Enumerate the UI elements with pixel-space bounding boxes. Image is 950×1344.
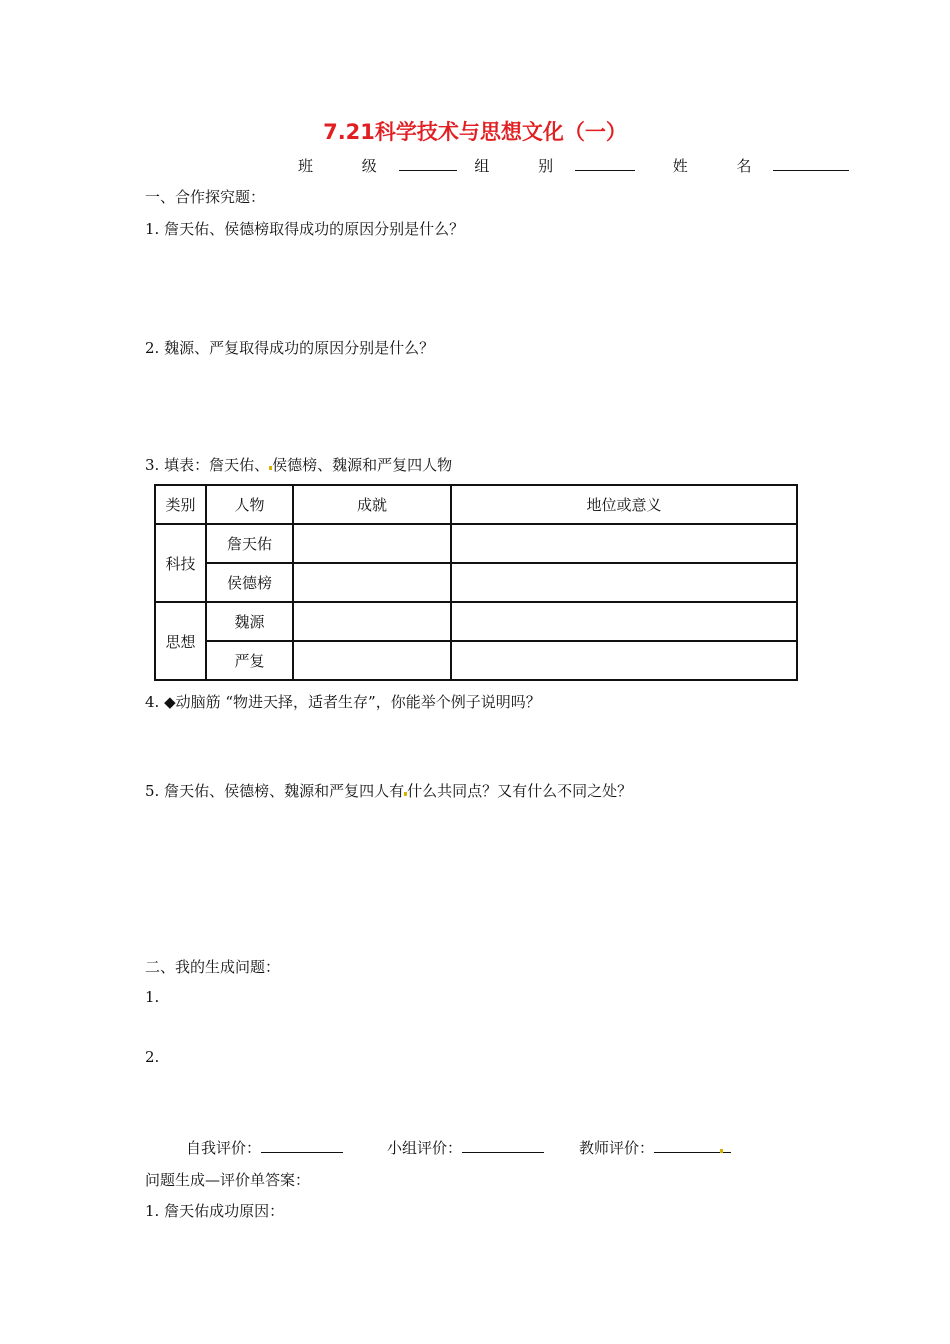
self-evaluation — [186, 1137, 343, 1158]
section2-heading: 二、我的生成问题： — [145, 958, 281, 976]
category-cell: 科技 — [155, 524, 206, 602]
question-3-part-b: 侯德榜、魏源和严复四人物 — [272, 456, 453, 474]
person-cell: 詹天佑 — [206, 524, 293, 563]
question-5-part-a: 5. 詹天佑、侯德榜、魏源和严复四人有 — [145, 782, 405, 800]
table-row — [155, 602, 797, 641]
section1-heading: 一、合作探究题： — [145, 188, 266, 206]
question-4: 4. ◆动脑筋 “物进天择，适者生存”，你能举个例子说明吗？ — [145, 693, 541, 711]
question-1: 1. 詹天佑、侯德榜取得成功的原因分别是什么？ — [145, 220, 465, 238]
table-row — [155, 524, 797, 563]
person-cell: 严复 — [206, 641, 293, 680]
student-info-row — [298, 155, 849, 176]
self-evaluation-label: 自我评价： — [186, 1139, 262, 1157]
group-blank — [575, 156, 635, 171]
question-3 — [145, 454, 452, 475]
group-evaluation-label: 小组评价： — [387, 1139, 463, 1157]
achievement-cell[interactable] — [293, 641, 451, 680]
question-2: 2. 魏源、严复取得成功的原因分别是什么？ — [145, 339, 435, 357]
generated-question-1: 1. — [145, 988, 160, 1006]
achievement-cell[interactable] — [293, 563, 451, 602]
people-table — [154, 484, 798, 681]
achievement-cell[interactable] — [293, 602, 451, 641]
group-label: 组 别 — [474, 157, 576, 175]
table-header: 地位或意义 — [451, 485, 797, 524]
question-3-part-a: 3. 填表：詹天佑、 — [145, 456, 270, 474]
table-header-row — [155, 485, 797, 524]
significance-cell[interactable] — [451, 524, 797, 563]
group-evaluation-blank[interactable] — [462, 1138, 544, 1153]
category-cell: 思想 — [155, 602, 206, 680]
person-cell: 魏源 — [206, 602, 293, 641]
teacher-evaluation-blank-tail — [723, 1138, 731, 1153]
answer-1: 1. 詹天佑成功原因： — [145, 1202, 285, 1220]
table-row — [155, 641, 797, 680]
page-title: 7.21科学技术与思想文化（一） — [323, 120, 627, 144]
teacher-evaluation — [579, 1137, 731, 1158]
person-cell: 侯德榜 — [206, 563, 293, 602]
question-5 — [145, 780, 632, 801]
table-row — [155, 563, 797, 602]
achievement-cell[interactable] — [293, 524, 451, 563]
significance-cell[interactable] — [451, 602, 797, 641]
name-label: 姓 名 — [672, 157, 774, 175]
name-blank — [773, 156, 849, 171]
table-header: 类别 — [155, 485, 206, 524]
significance-cell[interactable] — [451, 563, 797, 602]
teacher-evaluation-label: 教师评价： — [579, 1139, 655, 1157]
group-evaluation — [387, 1137, 544, 1158]
self-evaluation-blank[interactable] — [261, 1138, 343, 1153]
class-blank — [399, 156, 457, 171]
teacher-evaluation-blank[interactable] — [654, 1138, 720, 1153]
significance-cell[interactable] — [451, 641, 797, 680]
generated-question-2: 2. — [145, 1048, 160, 1066]
class-label: 班 级 — [298, 157, 399, 175]
answers-heading: 问题生成—评价单答案： — [145, 1171, 311, 1189]
table-header: 人物 — [206, 485, 293, 524]
table-header: 成就 — [293, 485, 451, 524]
question-5-part-b: 什么共同点？又有什么不同之处？ — [407, 782, 633, 800]
